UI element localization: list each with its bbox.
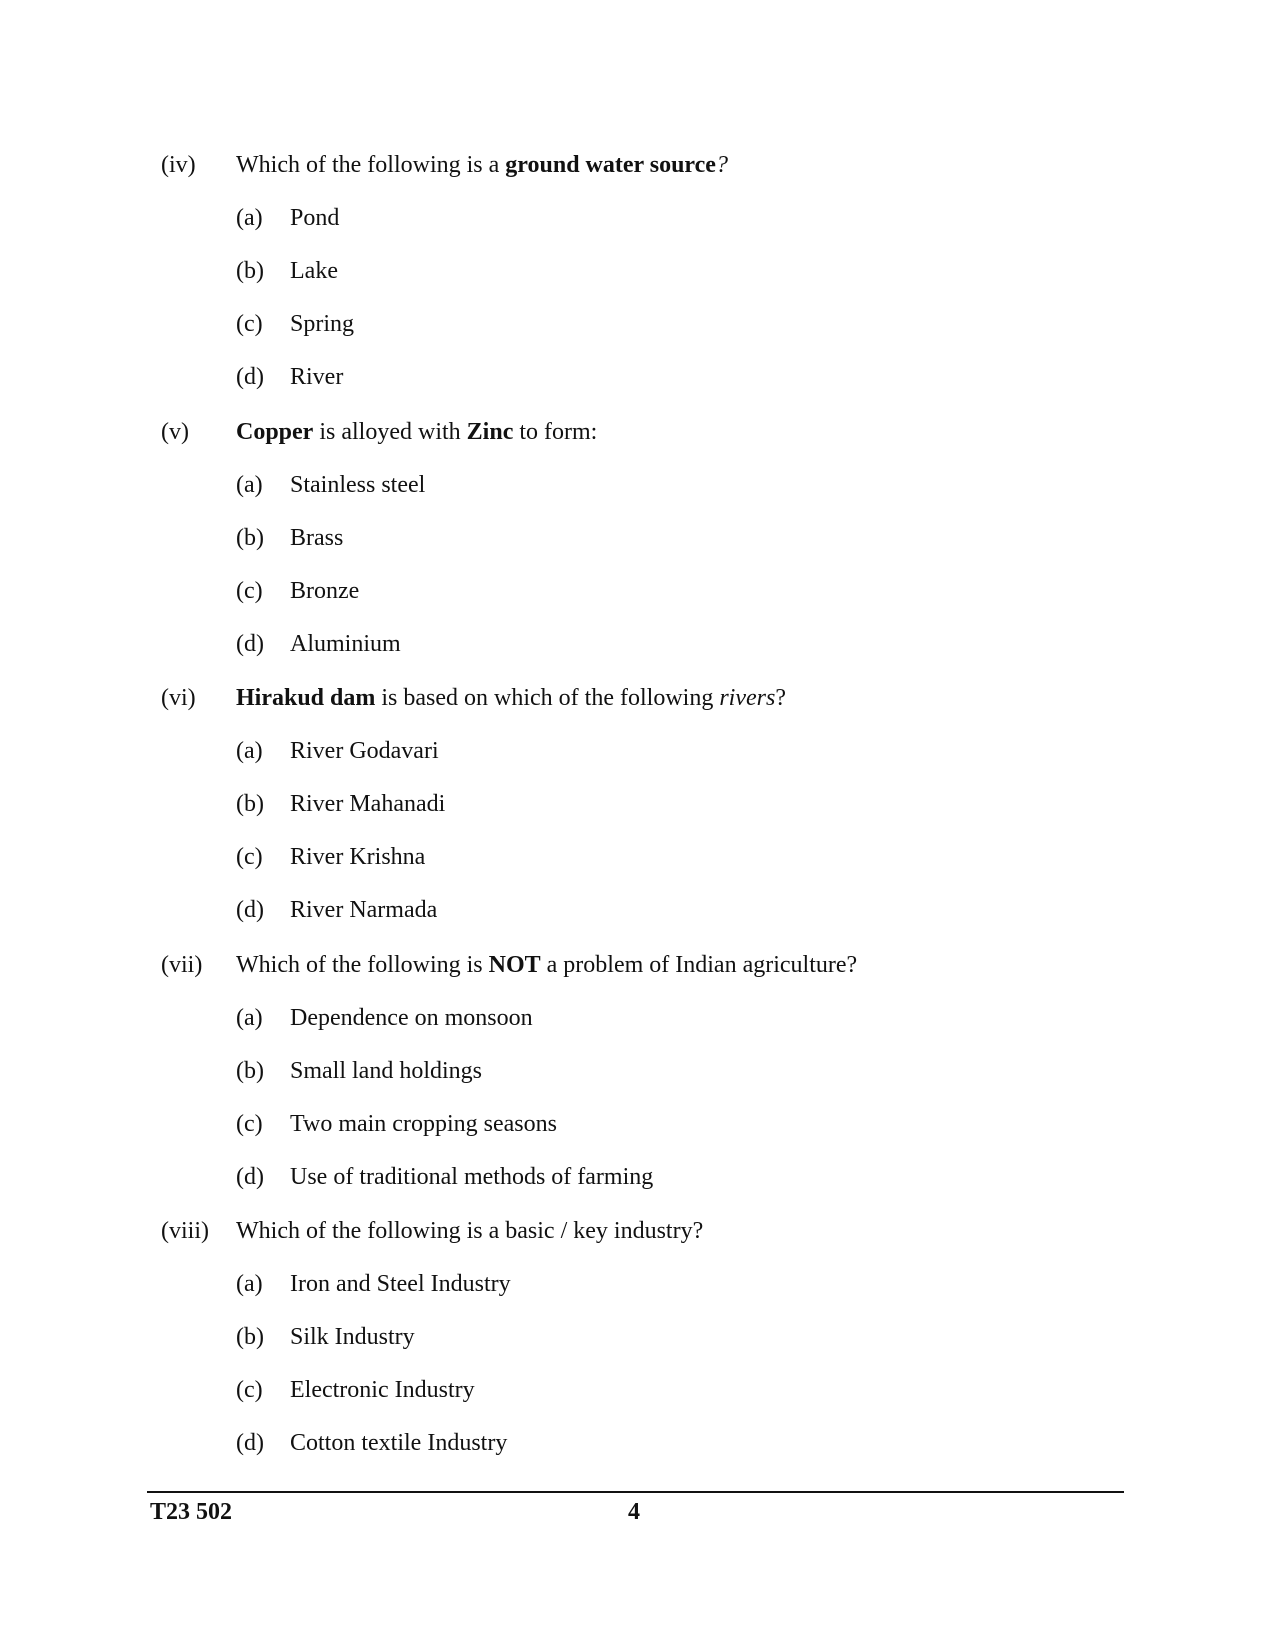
- option-viii-a: [236, 1269, 1036, 1299]
- question-number: (vi): [161, 685, 196, 711]
- option-iv-c: [236, 309, 1036, 339]
- option-label: (b): [236, 525, 264, 551]
- footer-divider: [147, 1491, 1124, 1493]
- option-text: River Godavari: [290, 738, 439, 764]
- question-viii: [161, 1216, 1161, 1246]
- option-vii-b: [236, 1056, 1036, 1086]
- option-text: Small land holdings: [290, 1058, 482, 1084]
- question-text: Which of the following is a ground water source?: [236, 152, 728, 178]
- option-label: (d): [236, 897, 264, 923]
- option-label: (b): [236, 1058, 264, 1084]
- question-text: Which of the following is NOT a problem of Indian agriculture?: [236, 952, 858, 978]
- option-text: Brass: [290, 525, 344, 551]
- option-vi-a: [236, 736, 1036, 766]
- option-label: (c): [236, 1111, 263, 1137]
- option-vii-d: [236, 1162, 1036, 1192]
- option-label: (a): [236, 205, 263, 231]
- question-vi: [161, 683, 1161, 713]
- option-label: (b): [236, 791, 264, 817]
- option-text: River Mahanadi: [290, 791, 446, 817]
- option-label: (c): [236, 578, 263, 604]
- option-label: (b): [236, 258, 264, 284]
- question-text: Copper is alloyed with Zinc to form:: [236, 419, 598, 445]
- paper-code: T23 502: [150, 1499, 233, 1525]
- option-iv-a: [236, 203, 1036, 233]
- option-text: Spring: [290, 311, 355, 337]
- option-text: Electronic Industry: [290, 1377, 475, 1403]
- option-viii-c: [236, 1375, 1036, 1405]
- option-text: Stainless steel: [290, 472, 426, 498]
- option-label: (a): [236, 1271, 263, 1297]
- option-label: (a): [236, 738, 263, 764]
- option-text: Silk Industry: [290, 1324, 415, 1350]
- page-number: 4: [628, 1499, 640, 1525]
- question-text: Hirakud dam is based on which of the following rivers?: [236, 685, 786, 711]
- option-text: Pond: [290, 205, 340, 231]
- question-number: (iv): [161, 152, 196, 178]
- question-number: (viii): [161, 1218, 209, 1244]
- option-label: (c): [236, 311, 263, 337]
- option-text: Lake: [290, 258, 338, 284]
- option-vii-a: [236, 1003, 1036, 1033]
- option-label: (d): [236, 364, 264, 390]
- option-iv-b: [236, 256, 1036, 286]
- option-text: River: [290, 364, 344, 390]
- option-label: (c): [236, 844, 263, 870]
- option-label: (d): [236, 1430, 264, 1456]
- option-iv-d: [236, 362, 1036, 392]
- option-text: Dependence on monsoon: [290, 1005, 533, 1031]
- option-vi-c: [236, 842, 1036, 872]
- option-v-c: [236, 576, 1036, 606]
- option-v-b: [236, 523, 1036, 553]
- option-vi-d: [236, 895, 1036, 925]
- option-text: Aluminium: [290, 631, 401, 657]
- question-v: [161, 417, 1161, 447]
- option-vii-c: [236, 1109, 1036, 1139]
- option-text: Cotton textile Industry: [290, 1430, 508, 1456]
- option-text: River Krishna: [290, 844, 426, 870]
- option-label: (d): [236, 631, 264, 657]
- option-text: Bronze: [290, 578, 360, 604]
- option-text: Iron and Steel Industry: [290, 1271, 511, 1297]
- option-viii-b: [236, 1322, 1036, 1352]
- option-vi-b: [236, 789, 1036, 819]
- option-viii-d: [236, 1428, 1036, 1458]
- option-text: Two main cropping seasons: [290, 1111, 557, 1137]
- option-label: (d): [236, 1164, 264, 1190]
- option-label: (a): [236, 472, 263, 498]
- question-iv: [161, 150, 1161, 180]
- question-number: (v): [161, 419, 189, 445]
- option-v-a: [236, 470, 1036, 500]
- question-text: Which of the following is a basic / key industry?: [236, 1218, 704, 1244]
- question-number: (vii): [161, 952, 203, 978]
- question-vii: [161, 950, 1161, 980]
- option-label: (a): [236, 1005, 263, 1031]
- option-text: River Narmada: [290, 897, 438, 923]
- option-label: (c): [236, 1377, 263, 1403]
- option-v-d: [236, 629, 1036, 659]
- option-text: Use of traditional methods of farming: [290, 1164, 654, 1190]
- option-label: (b): [236, 1324, 264, 1350]
